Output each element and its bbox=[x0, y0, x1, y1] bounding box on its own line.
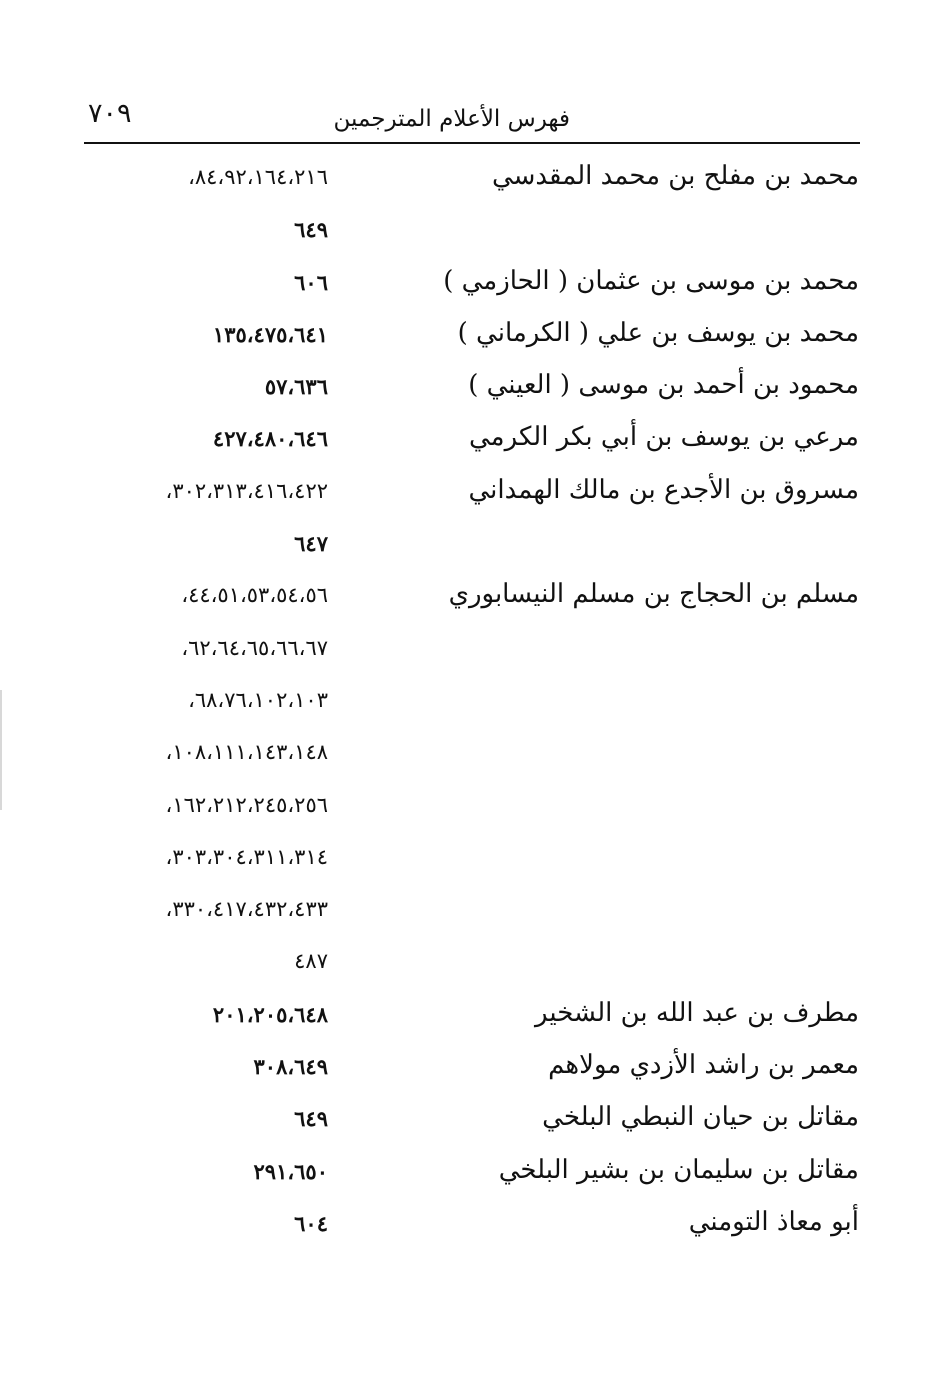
page-references: ١٣٥،٤٧٥،٦٤١ bbox=[212, 321, 328, 347]
page-references: ٦٤٧ bbox=[294, 531, 328, 557]
index-entry-row bbox=[0, 312, 941, 364]
page-references: ٥٧،٦٣٦ bbox=[264, 374, 328, 400]
index-entry-row bbox=[0, 573, 941, 625]
index-entry-row bbox=[0, 364, 941, 416]
page-references: ٢٩١،٦٥٠ bbox=[253, 1158, 328, 1184]
page-references: ٣٣٠،٤١٧،٤٣٢،٤٣٣، bbox=[165, 897, 328, 922]
page-references: ٢٠١،٢٠٥،٦٤٨ bbox=[212, 1001, 328, 1027]
index-entry-row bbox=[0, 887, 941, 939]
person-name: محمد بن يوسف بن علي ( الكرماني ) bbox=[457, 317, 859, 348]
page-references: ٣٠٨،٦٤٩ bbox=[253, 1054, 328, 1080]
index-entry-row bbox=[0, 521, 941, 573]
person-name: مرعي بن يوسف بن أبي بكر الكرمي bbox=[469, 422, 859, 453]
index-entry-row bbox=[0, 469, 941, 521]
page-references: ٦٠٤ bbox=[294, 1210, 328, 1236]
page-references: ٤٨٧ bbox=[294, 949, 328, 974]
person-name: محمد بن مفلح بن محمد المقدسي bbox=[491, 161, 859, 191]
page-header bbox=[84, 96, 860, 140]
index-entry-row bbox=[0, 730, 941, 782]
page-references: ٣٠٣،٣٠٤،٣١١،٣١٤، bbox=[165, 844, 328, 869]
index-entry-row bbox=[0, 155, 941, 207]
page-references: ٦٢،٦٤،٦٥،٦٦،٦٧، bbox=[181, 635, 328, 660]
person-name: مطرف بن عبد الله بن الشخير bbox=[535, 997, 859, 1028]
index-entry-row bbox=[0, 1149, 941, 1201]
index-entry-row bbox=[0, 992, 941, 1044]
person-name: مسلم بن الحجاج بن مسلم النيسابوري bbox=[448, 579, 859, 610]
person-name: معمر بن راشد الأزدي مولاهم bbox=[548, 1050, 859, 1081]
page-references: ٦٨،٧٦،١٠٢،١٠٣، bbox=[188, 687, 328, 712]
page-references: ٣٠٢،٣١٣،٤١٦،٤٢٢، bbox=[165, 478, 328, 503]
page-references: ٦٤٩ bbox=[294, 1106, 328, 1132]
index-entry-row bbox=[0, 835, 941, 887]
page-references: ١٠٨،١١١،١٤٣،١٤٨، bbox=[165, 740, 328, 765]
person-name: محمود بن أحمد بن موسى ( العيني ) bbox=[468, 370, 859, 401]
index-entry-row bbox=[0, 260, 941, 312]
page-references: ٦٤٩ bbox=[294, 217, 328, 243]
running-title: فهرس الأعلام المترجمين bbox=[333, 106, 570, 132]
header-divider bbox=[84, 142, 860, 144]
index-entry-row bbox=[0, 207, 941, 259]
index-entry-row bbox=[0, 416, 941, 468]
page-references: ١٦٢،٢١٢،٢٤٥،٢٥٦، bbox=[165, 792, 328, 817]
index-list bbox=[0, 155, 941, 1253]
page-references: ٦٠٦ bbox=[294, 269, 328, 295]
index-entry-row bbox=[0, 783, 941, 835]
person-name: مقاتل بن حيان النبطي البلخي bbox=[542, 1102, 859, 1133]
index-entry-row bbox=[0, 1096, 941, 1148]
person-name: مقاتل بن سليمان بن بشير البلخي bbox=[498, 1154, 859, 1185]
person-name: أبو معاذ التومني bbox=[688, 1206, 859, 1237]
index-entry-row bbox=[0, 1201, 941, 1253]
page-references: ٨٤،٩٢،١٦٤،٢١٦، bbox=[188, 165, 328, 189]
page-references: ٤٤،٥١،٥٣،٥٤،٥٦، bbox=[181, 583, 328, 608]
page-number: ٧٠٩ bbox=[88, 98, 132, 129]
index-entry-row bbox=[0, 1044, 941, 1096]
page-references: ٤٢٧،٤٨٠،٦٤٦ bbox=[212, 426, 328, 452]
index-entry-row bbox=[0, 939, 941, 991]
index-entry-row bbox=[0, 678, 941, 730]
person-name: مسروق بن الأجدع بن مالك الهمداني bbox=[468, 474, 859, 505]
scan-edge-mark bbox=[0, 690, 2, 810]
person-name: محمد بن موسى بن عثمان ( الحازمي ) bbox=[443, 265, 859, 296]
index-entry-row bbox=[0, 626, 941, 678]
